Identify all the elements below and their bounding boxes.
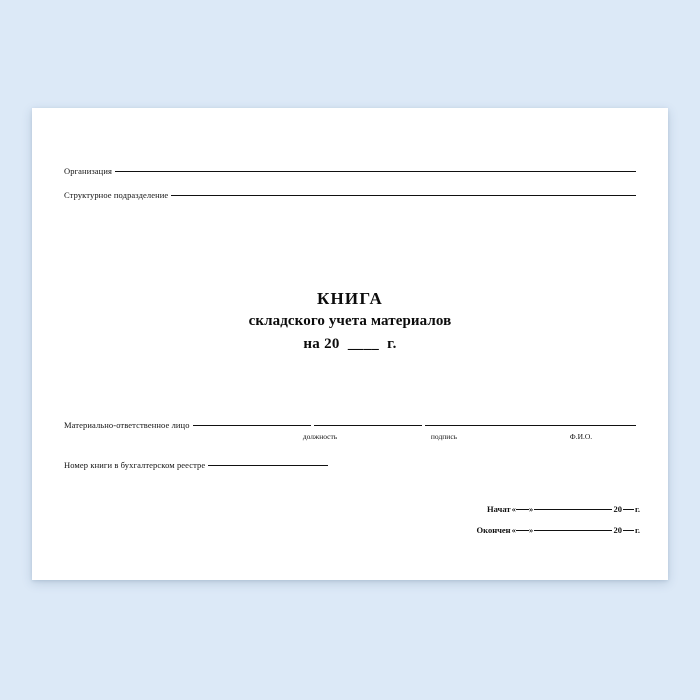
field-register-label: Номер книги в бухгалтерском реестре: [64, 460, 206, 470]
date-started-month-blank: [534, 509, 612, 510]
quote-close-finished: »: [529, 525, 534, 535]
caption-position: должность: [302, 432, 338, 441]
responsible-position-rule: [193, 424, 311, 426]
quote-open-finished: «: [511, 525, 517, 535]
field-department-label: Структурное подразделение: [64, 190, 169, 200]
date-finished-day-blank: [516, 530, 529, 531]
year-blank: ____: [343, 335, 384, 352]
caption-signature: подпись: [430, 432, 458, 441]
quote-open-started: «: [511, 504, 517, 514]
date-started: [477, 504, 640, 514]
field-organization-label: Организация: [64, 166, 112, 176]
field-responsible-person: [64, 420, 636, 430]
document-page: [32, 108, 668, 580]
caption-name: Ф.И.О.: [569, 432, 593, 441]
year-prefix: на 20: [303, 335, 340, 352]
responsible-signature-rule: [314, 424, 422, 426]
date-finished-label: Окончен: [476, 525, 511, 535]
date-started-label: Начат: [487, 504, 511, 514]
field-organization: [64, 166, 636, 176]
date-finished-month-blank: [534, 530, 612, 531]
document-paper: [32, 108, 668, 580]
document-subtitle: складского учета материалов: [248, 313, 452, 330]
field-department-rule: [171, 194, 636, 196]
field-responsible-label: Материально-ответственное лицо: [64, 420, 190, 430]
date-finished: [477, 525, 640, 535]
date-finished-year-prefix: 20: [613, 525, 622, 535]
field-register-number: [64, 460, 328, 470]
document-title: КНИГА: [316, 289, 383, 308]
year-suffix: г.: [387, 335, 397, 352]
responsible-name-rule: [425, 424, 636, 426]
dates-block: [477, 504, 640, 546]
date-finished-year-suffix: г.: [634, 525, 640, 535]
date-started-year-suffix: г.: [634, 504, 640, 514]
field-register-rule: [208, 464, 328, 466]
date-started-year-prefix: 20: [613, 504, 622, 514]
field-department: [64, 190, 636, 200]
document-year-line: [32, 336, 668, 353]
field-organization-rule: [115, 170, 636, 172]
date-started-day-blank: [516, 509, 529, 510]
quote-close-started: »: [529, 504, 534, 514]
date-started-year-blank: [623, 509, 634, 510]
date-finished-year-blank: [623, 530, 634, 531]
responsible-captions: [64, 432, 636, 444]
title-block: [32, 288, 668, 353]
